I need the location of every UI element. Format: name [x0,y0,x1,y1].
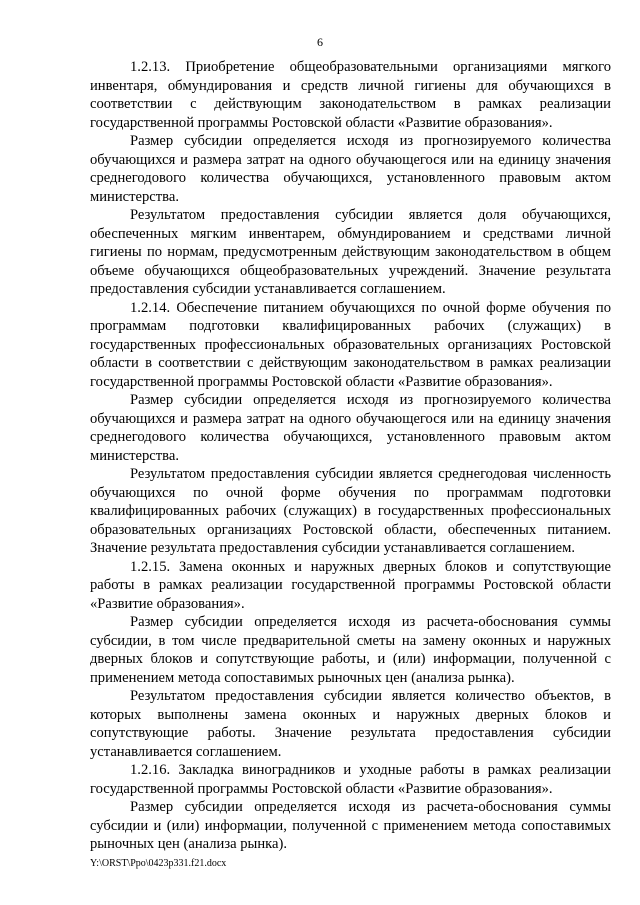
paragraph-1-2-13-title: 1.2.13. Приобретение общеобразовательными организациями мягкого инвентаря, обмундирования и средств личной гигиены для обучающихся в соответствии с действующим законодательством в рамках реализации государственной программы Ростовской области «Развитие образования». [90,59,611,131]
paragraph-subsidy-size: Размер субсидии определяется исходя из расчета-обоснования суммы субсидии и (или) информации, полученной с применением метода сопоставимых рыночных цен (анализа рынка). [90,799,611,852]
paragraph-subsidy-result: Результатом предоставления субсидии является количество объектов, в которых выполнены замена оконных и наружных дверных блоков и сопутствующие работы. Значение результата предоставления субсидии устанавливается соглашением. [90,688,611,760]
paragraph-subsidy-result: Результатом предоставления субсидии является доля обучающихся, обеспеченных мягким инвентарем, обмундированием и средствами личной гигиены по нормам, предусмотренным действующим законодательством в общем объеме обучающихся общеобразовательных учреждений. Значение результата предоставления субсидии устанавливается соглашением. [90,207,611,297]
paragraph-subsidy-size: Размер субсидии определяется исходя из расчета-обоснования суммы субсидии, в том числе предварительной сметы на замену оконных и наружных дверных блоков и сопутствующие работы, и (или) информации, полученной с применением метода сопоставимых рыночных цен (анализа рынка). [90,614,611,686]
paragraph-1-2-14-title: 1.2.14. Обеспечение питанием обучающихся по очной форме обучения по программам подготовки квалифицированных рабочих (служащих) в государственных профессиональных образовательных организациях Ростовской области в соответствии с действующим законодательством в рамках реализации государственной программы Ростовской области «Развитие образования». [90,299,611,390]
document-body [90,58,611,854]
page-number: 6 [317,35,323,49]
paragraph-1-2-16-title: 1.2.16. Закладка виноградников и уходные работы в рамках реализации государственной программы Ростовской области «Развитие образования». [90,762,611,797]
paragraph-subsidy-result: Результатом предоставления субсидии является среднегодовая численность обучающихся по очной форме обучения по программам подготовки квалифицированных рабочих (служащих) в государственных профессиональных образовательных организациях Ростовской области, обеспеченных питанием. Значение результата предоставления субсидии устанавливается соглашением. [90,466,611,556]
paragraph-subsidy-size: Размер субсидии определяется исходя из прогнозируемого количества обучающихся и размера затрат на одного обучающегося или на единицу значения среднегодового количества обучающихся, установленного правовым актом министерства. [90,133,611,205]
paragraph-subsidy-size: Размер субсидии определяется исходя из прогнозируемого количества обучающихся и размера затрат на одного обучающегося или на единицу значения среднегодового количества обучающихся, установленного правовым актом министерства. [90,392,611,464]
file-path-footer: Y:\ORST\Ppo\0423p331.f21.docx [90,858,227,869]
paragraph-1-2-15-title: 1.2.15. Замена оконных и наружных дверных блоков и сопутствующие работы в рамках реализации государственной программы Ростовской области «Развитие образования». [90,558,611,612]
